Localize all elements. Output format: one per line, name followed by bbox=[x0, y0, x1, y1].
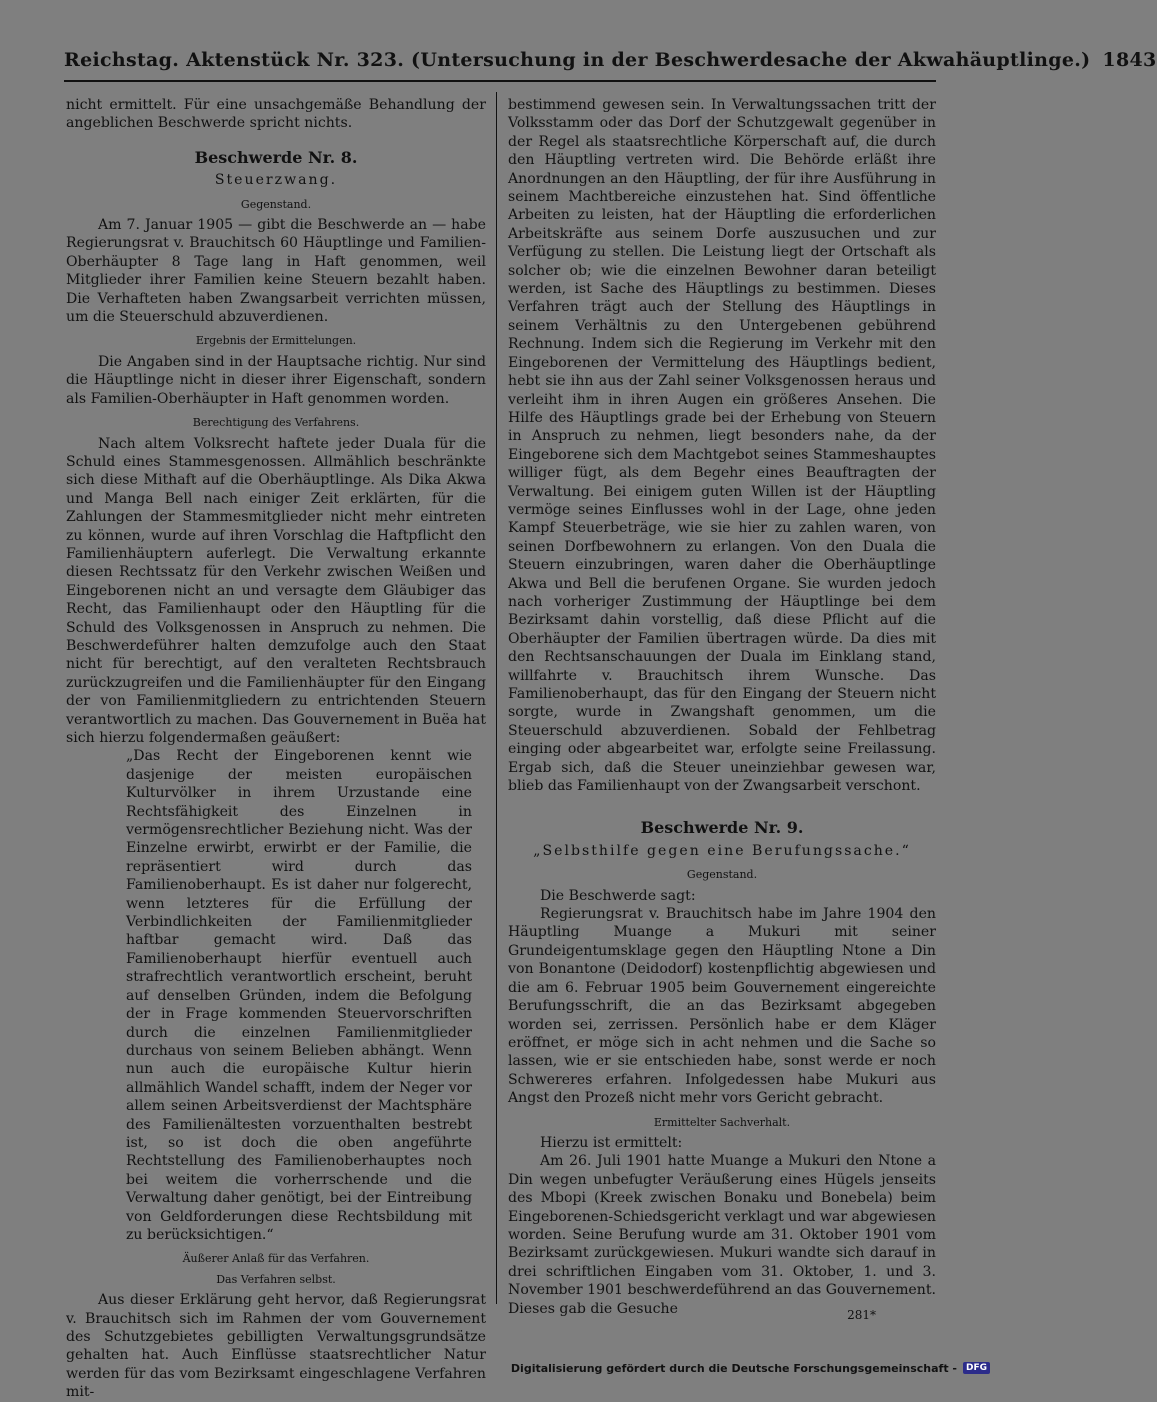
section-subheading: „Selbsthilfe gegen eine Berufungssache.“ bbox=[533, 842, 911, 859]
paragraph: Aus dieser Erklärung geht hervor, daß Regierungsrat v. Brauchitsch sich im Rahmen der vom Gouvernement des Schutzgebietes gebilligten Verwaltungsgrundsätze gehalten hat. Auch Einflüsse staatsrechtlicher Natur werden für das vom Bezirksamt eingeschlagene Verfahren mit- bbox=[66, 1292, 486, 1401]
subsection-label: Gegenstand. bbox=[240, 197, 312, 211]
footer-text: Digitalisierung gefördert durch die Deutsche Forschungsgemeinschaft - bbox=[510, 1361, 957, 1375]
page-number: 1843 bbox=[1102, 49, 1157, 71]
digitization-footer bbox=[500, 1358, 1000, 1378]
paragraph: bestimmend gewesen sein. In Verwaltungssachen tritt der Volksstamm oder das Dorf der Schutzgewalt gegenüber in der Regel als staatsrechtliche Körperschaft auf, die durch den Häuptling vertreten wird. Die Behörde erläßt ihre Anordnungen an den Häuptling, der für ihre Ausführung in seinem Machtbereiche einzustehen hat. Sind öffentliche Arbeiten zu leisten, hat der Häuptling die erforderlichen Arbeitskräfte aus seinem Dorfe auszusuchen und zur Verfügung zu stellen. Die Leistung liegt der Ortschaft als solcher ob; wie die einzelnen Bewohner daran beteiligt werden, ist Sache des Häuptlings zu bestimmen. Dieses Verfahren trägt auch der Stellung des Häuptlings in seinem Verhältnis zu den Untergebenen gebührend Rechnung. Indem sich die Regierung im Verkehr mit den Eingeborenen der Vermittelung des Häuptlings bedient, hebt sie ihn aus der Zahl seiner Volksgenossen heraus und verleiht ihm in ihren Augen ein größeres Ansehen. Die Hilfe des Häuptlings grade bei der Erhebung von Steuern in Anspruch zu nehmen, liegt besonders nahe, da der Eingeborene sich dem Machtgebot seines Stammeshauptes williger fügt, als dem Begehr eines Beauftragten der Verwaltung. Bei einigem guten Willen ist der Häuptling vermöge seines Einflusses wohl in der Lage, ohne jeden Kampf Steuerbeträge, wie sie hier zu zahlen waren, von seinen Dorfbewohnern zu erlangen. Von den Duala die Steuern einzubringen, waren daher die Oberhäuptlinge Akwa und Bell die berufenen Organe. Sie wurden jedoch nach vorheriger Zustimmung der Häuptlinge bei dem Bezirksamt dahin vorstellig, daß diese Pflicht auf die Oberhäupter der Familien übertragen würde. Da dies mit den Rechtsanschauungen der Duala im Einklang stand, willfahrte v. Brauchitsch ihrem Wunsche. Das Familienoberhaupt, das für den Eingang der Steuern nicht sorgte, wurde in Zwangshaft genommen, um die Steuerschuld abzuverdienen. Sobald der Fehlbetrag einging oder abgearbeitet war, erfolgte seine Freilassung. Ergab sich, daß die Steuer uneinziehbar gewesen war, blieb das Familienhaupt von der Zwangsarbeit verschont. bbox=[508, 97, 936, 795]
page-header bbox=[64, 40, 1157, 82]
right-column bbox=[508, 96, 936, 1318]
subsection-label: Gegenstand. bbox=[686, 868, 758, 882]
paragraph: Am 26. Juli 1901 hatte Muange a Mukuri den Ntone a Din wegen unbefugter Veräußerung eines Hügels jenseits des Mbopi (Kreek zwischen Bonaku und Bonebela) beim Eingeborenen-Schiedsgericht verklagt und war abgewiesen worden. Seine Berufung wurde am 31. Oktober 1901 vom Bezirksamt zurückgewiesen. Mukuri wandte sich darauf in drei schriftlichen Eingaben vom 31. Oktober, 1. und 3. November 1901 beschwerdeführend an das Gouvernement. Dieses gab die Gesuche bbox=[508, 1153, 936, 1317]
subsection-label: Ermittelter Sachverhalt. bbox=[653, 1115, 791, 1129]
section-subheading: Steuerzwang. bbox=[214, 172, 338, 189]
section-heading: Beschwerde Nr. 9. bbox=[640, 818, 804, 838]
left-column bbox=[66, 96, 486, 1402]
paragraph: Hierzu ist ermittelt: bbox=[540, 1134, 683, 1151]
block-quote: „Das Recht der Eingeborenen kennt wie dasjenige der meisten europäischen Kulturvölker in ihrem Urzustande eine Rechtsfähigkeit des Einzelnen in vermögensrechtlicher Beziehung nicht. Was der Einzelne erwirbt, erwirbt er der Familie, die repräsentiert wird durch das Familienoberhaupt. Es ist daher nur folgerecht, wenn letzteres für die Erfüllung der Verbindlichkeiten der Familienmitglieder haftbar gemacht wird. Daß das Familienoberhaupt hierfür eventuell auch strafrechtlich verantwortlich erscheint, beruht auf denselben Gründen, indem die Befolgung der in Frage kommenden Steuervorschriften durch die einzelnen Familienmitglieder durchaus von seinem Belieben abhängt. Wenn nun auch die europäische Kultur hierin allmählich Wandel schafft, indem der Neger vor allem seinen Arbeitsverdienst der Machtsphäre des Familienältesten vorzuenthalten bestrebt ist, so ist doch die oben angeführte Rechtstellung des Familienoberhauptes noch bei weitem die vorherrschende und die Verwaltung daher genötigt, bei der Eintreibung von Geldforderungen diese Rechtsbildung mit zu berücksichtigen.“ bbox=[126, 748, 472, 1243]
paragraph: Die Angaben sind in der Hauptsache richtig. Nur sind die Häuptlinge nicht in dieser ihrer Eigenschaft, sondern als Familien-Oberhäupter in Haft genommen worden. bbox=[66, 353, 486, 407]
subsection-label: Berechtigung des Verfahrens. bbox=[192, 416, 360, 430]
paragraph: Nach altem Volksrecht haftete jeder Duala für die Schuld eines Stammesgenossen. Allmählich beschränkte sich diese Mithaft auf die Oberhäuptlinge. Als Dika Akwa und Manga Bell nach einiger Zeit erklärten, für die Zahlungen der Stammesmitglieder nicht mehr eintreten zu können, wurde auf ihren Vorschlag die Haftpflicht den Familienhäuptern auferlegt. Die Verwaltung erkannte diesen Rechtssatz für den Verkehr zwischen Weißen und Eingeborenen nicht an und versagte dem Gläubiger das Recht, das Familienhaupt oder den Häuptling für die Schuld des Volksgenossen in Anspruch zu nehmen. Die Beschwerdeführer halten demzufolge auch den Staat nicht für berechtigt, auf den veralteten Rechtsbrauch zurückzugreifen und die Familienhäupter für den Eingang der von Familienmitgliedern zu entrichtenden Steuern verantwortlich zu machen. Das Gouvernement in Buëa hat sich hierzu folgendermaßen geäußert: bbox=[66, 435, 486, 746]
paragraph: nicht ermittelt. Für eine unsachgemäße Behandlung der angeblichen Beschwerde spricht nichts. bbox=[66, 97, 486, 132]
paragraph: Am 7. Januar 1905 — gibt die Beschwerde an — habe Regierungsrat v. Brauchitsch 60 Häuptlinge und Familien-Oberhäupter 8 Tage lang in Haft genommen, weil Mitglieder ihrer Familien keine Steuern bezahlt haben. Die Verhafteten haben Zwangsarbeit verrichten müssen, um die Steuerschuld abzuverdienen. bbox=[66, 217, 486, 326]
subsection-label: Ergebnis der Ermittelungen. bbox=[195, 334, 357, 348]
running-title: Reichstag. Aktenstück Nr. 323. (Untersuchung in der Beschwerdesache der Akwahäuptlinge.) bbox=[64, 49, 1091, 71]
paragraph: Die Beschwerde sagt: bbox=[540, 887, 696, 904]
column-rule bbox=[496, 92, 497, 1304]
section-heading: Beschwerde Nr. 8. bbox=[194, 147, 358, 167]
subsection-label: Das Verfahren selbst. bbox=[216, 1272, 336, 1286]
paragraph: Regierungsrat v. Brauchitsch habe im Jahre 1904 den Häuptling Muange a Mukuri mit seiner Grundeigentumsklage gegen den Häuptling Ntone a Din von Bonantone (Deidodorf) kostenpflichtig abgewiesen und die am 6. Februar 1905 beim Gouvernement eingereichte Berufungsschrift, die an das Bezirksamt abgegeben worden sei, zerrissen. Persönlich habe er dem Kläger eröffnet, er möge sich in acht nehmen und die Sache so lassen, wie er sie entschieden habe, sonst werde er noch Schwereres erfahren. Infolgedessen habe Mukuri aus Angst den Prozeß nicht mehr vors Gericht gebracht. bbox=[508, 906, 936, 1107]
subsection-label: Äußerer Anlaß für das Verfahren. bbox=[182, 1252, 370, 1266]
dfg-logo: DFG bbox=[963, 1362, 990, 1374]
signature-mark: 281* bbox=[847, 1308, 876, 1322]
